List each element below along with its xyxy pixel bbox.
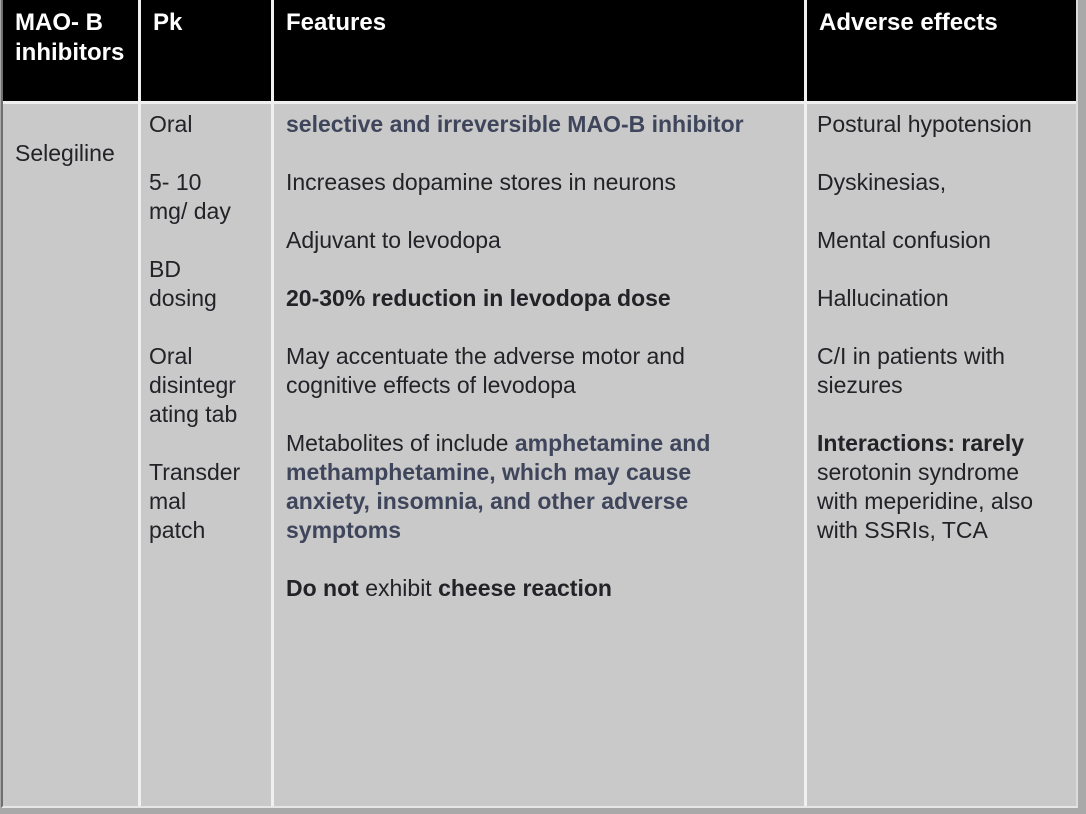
text-run: Increases dopamine stores in neurons [286, 169, 676, 195]
cell-pharmacokinetics [141, 104, 271, 806]
cell-paragraph [149, 168, 245, 226]
header-cell-features [274, 0, 804, 101]
header-cell-pk [141, 0, 271, 101]
text-run: C/I in patients with siezures [817, 343, 1005, 398]
text-run: Mental confusion [817, 227, 991, 253]
cell-paragraph [15, 139, 126, 168]
header-cell-adverse-effects [807, 0, 1076, 101]
cell-paragraph [286, 226, 768, 255]
text-run: Adjuvant to levodopa [286, 227, 501, 253]
cell-paragraph [817, 168, 1058, 197]
text-run: serotonin syndrome with meperidine, also with SSRIs, TCA [817, 459, 1034, 543]
header-label-features: Features [286, 9, 387, 36]
text-run: amphetamine and methamphetamine, which may cause anxiety, insomnia, and other adverse symptoms [286, 430, 711, 543]
text-run: Interactions: rarely [817, 430, 1025, 456]
cell-paragraph [286, 342, 768, 400]
cell-paragraph [286, 168, 768, 197]
cell-drug-name [3, 104, 138, 806]
cell-paragraph [149, 458, 245, 545]
cell-features [274, 104, 804, 806]
cell-paragraph [817, 284, 1058, 313]
cell-paragraph [817, 429, 1058, 545]
cell-paragraph [149, 342, 245, 429]
text-run: Dyskinesias, [817, 169, 947, 195]
text-run: Oral [149, 111, 193, 137]
text-run: Do not [286, 575, 366, 601]
header-label-adverse-effects: Adverse effects [819, 9, 998, 36]
text-run: Oral disintegrating tab [149, 343, 238, 427]
text-run: BD dosing [149, 256, 217, 311]
header-cell-inhibitors [3, 0, 138, 101]
text-run: exhibit [365, 575, 439, 601]
cell-paragraph [817, 110, 1058, 139]
text-run: Selegiline [15, 140, 115, 166]
cell-paragraph [286, 110, 768, 139]
cell-paragraph [286, 429, 768, 545]
header-label-pk: Pk [153, 9, 183, 36]
text-run: May accentuate the adverse motor and cognitive effects of levodopa [286, 343, 685, 398]
text-run: Hallucination [817, 285, 949, 311]
cell-paragraph [149, 255, 245, 313]
text-run: Postural hypotension [817, 111, 1032, 137]
cell-paragraph [286, 574, 768, 603]
cell-paragraph [817, 342, 1058, 400]
text-run: Transdermal patch [149, 459, 241, 543]
header-label-inhibitors: MAO- B inhibitors [15, 9, 125, 66]
text-run: 5- 10 mg/ day [149, 169, 231, 224]
text-run: cheese reaction [438, 575, 612, 601]
mao-b-inhibitors-table [1, 0, 1078, 808]
text-run: selective and irreversible MAO-B inhibitor [286, 111, 744, 137]
text-run: 20-30% reduction in levodopa dose [286, 285, 671, 311]
cell-paragraph [817, 226, 1058, 255]
cell-paragraph [286, 284, 768, 313]
cell-adverse-effects [807, 104, 1076, 806]
cell-paragraph [149, 110, 245, 139]
text-run: Metabolites of include [286, 430, 515, 456]
